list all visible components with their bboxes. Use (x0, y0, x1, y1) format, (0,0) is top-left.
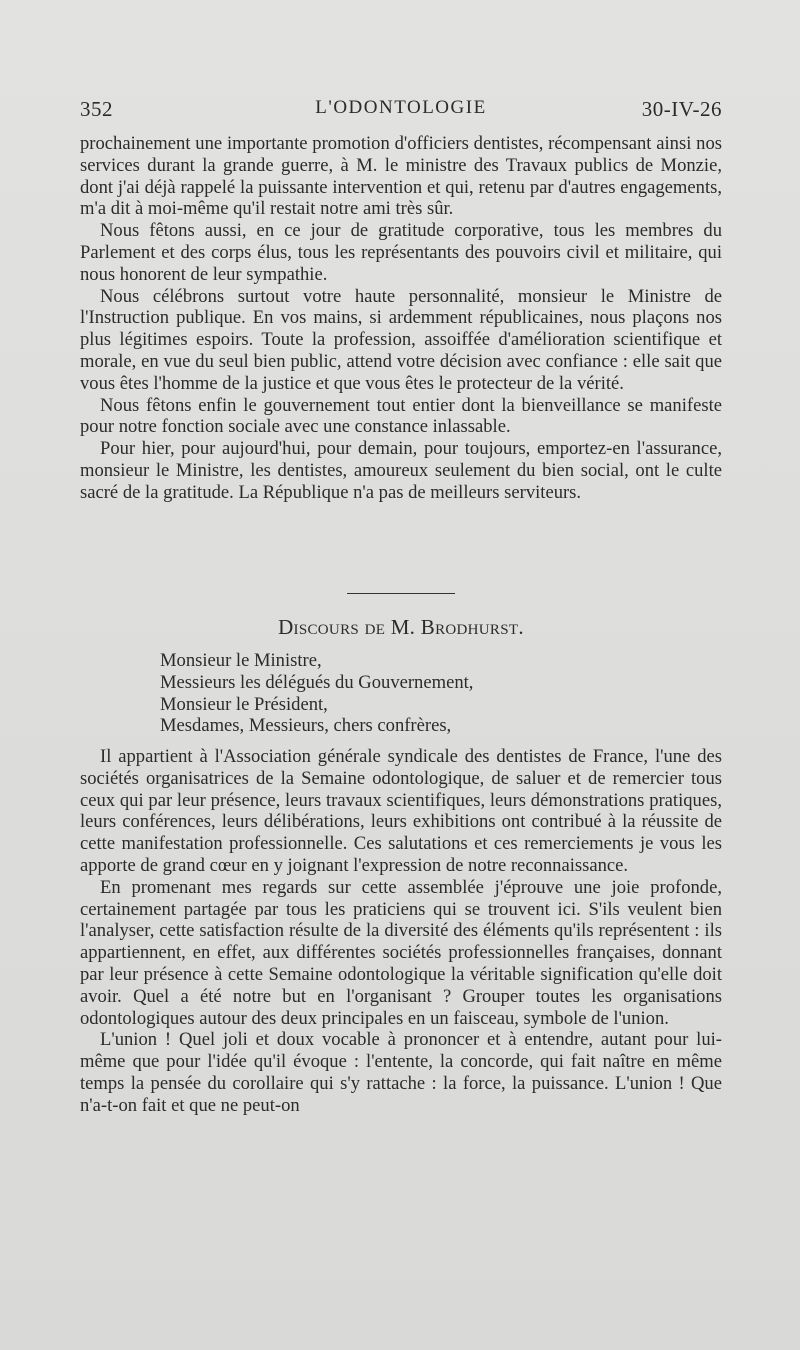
paragraph: Nous célébrons surtout votre haute personnalité, monsieur le Ministre de l'Instruction publique. En vos mains, si ardemment républicaines, nous plaçons nos plus légitimes espoirs. Toute la profession, assoiffée d'amélioration scientifique et morale, en vue du seul bien public, attend votre décision avec confiance : elle sait que vous êtes l'homme de la justice et que vous êtes le protecteur de la vérité. (80, 285, 722, 394)
paragraph: Nous fêtons aussi, en ce jour de gratitude corporative, tous les membres du Parlement et des corps élus, tous les représentants des pouvoirs civil et militaire, qui nous honorent de leur sympathie. (80, 220, 722, 285)
paragraph: Il appartient à l'Association générale syndicale des dentistes de France, l'une des sociétés organisatrices de la Semaine odontologique, de saluer et de remercier tous ceux qui par leur présence, leurs travaux scientifiques, leurs démonstrations pratiques, leurs conférences, leurs délibérations, leurs exhibitions ont contribué à la réussite de cette manifestation professionnelle. Ces salutations et ces remerciements je vous les apporte de grand cœur en y joignant l'expression de notre reconnaissance. (80, 746, 722, 876)
salutations (160, 650, 473, 737)
section-title: Discours de M. Brodhurst. (278, 615, 524, 639)
paragraph: prochainement une importante promotion d'officiers dentistes, récompensant ainsi nos services durant la grande guerre, à M. le ministre des Travaux publics de Monzie, dont j'ai déjà rappelé la puissante intervention et qui, retenu par d'autres engagements, m'a dit à moi-même qu'il restait notre ami très sûr. (80, 133, 722, 220)
paragraph: Nous fêtons enfin le gouvernement tout entier dont la bienveillance se manifeste pour notre fonction sociale avec une constance inlassable. (80, 394, 722, 438)
salutation-line: Messieurs les délégués du Gouvernement, (160, 671, 474, 693)
salutation-line: Mesdames, Messieurs, chers confrères, (160, 715, 452, 737)
paragraph: En promenant mes regards sur cette assemblée j'éprouve une joie profonde, certainement partagée par tous les praticiens qui se trouvent ici. S'ils veulent bien l'analyser, cette satisfaction résulte de la diversité des éléments qu'ils représentent : ils appartiennent, en effet, aux différentes sociétés professionnelles françaises, donnant par leur présence à cette Semaine odontologique la véritable signification qu'elle doit avoir. Quel a été notre but en l'organisant ? Grouper toutes les organisations odontologiques autour des deux principales en un faisceau, symbole de l'union. (80, 876, 722, 1029)
issue-date: 30-IV-26 (641, 97, 722, 121)
running-header (80, 97, 722, 127)
speech-text (80, 746, 722, 1117)
journal-title: L'ODONTOLOGIE (315, 97, 487, 118)
letter-text (80, 133, 722, 504)
salutation-line: Monsieur le Président, (160, 693, 328, 715)
section-divider (347, 593, 455, 594)
salutation-line: Monsieur le Ministre, (160, 650, 322, 671)
paragraph: Pour hier, pour aujourd'hui, pour demain, pour toujours, emportez-en l'assurance, monsieur le Ministre, les dentistes, amoureux seulement du bien social, ont le culte sacré de la gratitude. La République n'a pas de meilleurs serviteurs. (80, 438, 722, 503)
page-number: 352 (80, 97, 113, 121)
paragraph: L'union ! Quel joli et doux vocable à prononcer et à entendre, autant pour lui-même que pour l'idée qu'il évoque : l'entente, la concorde, qui fait naître en même temps la pensée du corollaire qui s'y rattache : la force, la puissance. L'union ! Que n'a-t-on fait et que ne peut-on (80, 1029, 722, 1116)
